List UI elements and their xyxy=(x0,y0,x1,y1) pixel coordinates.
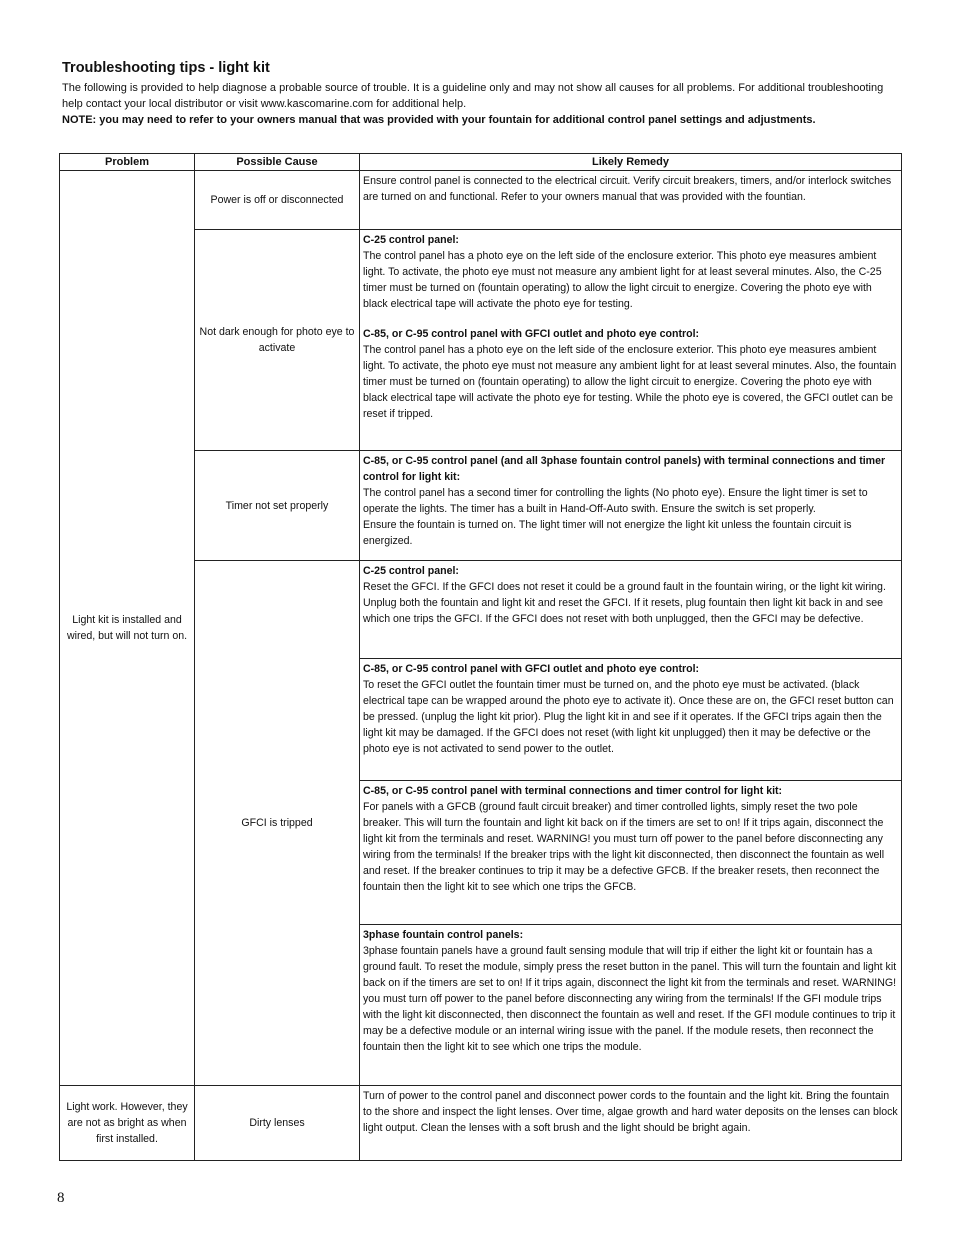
remedy-block xyxy=(360,1086,901,1160)
troubleshooting-table xyxy=(59,153,902,1161)
problem-cell: Light kit is installed and wired, but will not turn on. xyxy=(60,171,195,1086)
remedy-block xyxy=(360,780,901,924)
remedy-text: Reset the GFCI. If the GFCI does not reset it could be a ground fault in the fountain wiring, or the light kit wiring. Unplug both the fountain and light kit and reset the GFCI. If it resets, plug fountain then light kit back in and see which one trips the GFCI. If the GFCI does not reset with both unplugged, then the GFCI may be defective. xyxy=(363,581,886,625)
remedy-block xyxy=(360,230,901,450)
remedy-block xyxy=(360,924,901,1085)
problem-cell: Light work. However, they are not as bright as when first installed. xyxy=(60,1086,195,1161)
header-cause: Possible Cause xyxy=(195,154,360,171)
remedy-heading: C-25 control panel: xyxy=(363,234,459,246)
remedy-heading: C-85, or C-95 control panel with terminal connections and timer control for light kit: xyxy=(363,785,783,797)
page-title: Troubleshooting tips - light kit xyxy=(62,60,270,76)
remedy-heading: C-85, or C-95 control panel with GFCI outlet and photo eye control: xyxy=(363,328,700,340)
table-row xyxy=(60,1086,902,1161)
remedy-text: The control panel has a photo eye on the left side of the enclosure exterior. This photo eye measures ambient light. To activate, the photo eye must not measure any ambient light for at least several minutes. Also, the fountain timer must be turned on (fountain operating) to allow the light circuit to energize. Covering the photo eye with black electrical tape will activate the photo eye for testing. While the photo eye is covered, the GFCI outlet can be reset if tripped. xyxy=(363,344,897,420)
remedy-text: 3phase fountain panels have a ground fault sensing module that will trip if either the light kit or fountain has a ground fault. To reset the module, simply press the reset button in the panel. This will turn the fountain and light kit back on if the timers are set to on! If it trips again, disconnect the light kit from the terminals and reset. WARNING! you must turn off power to the panel before disconnecting any wiring from the terminals! If the GFI module trips with the light kit disconnected, then disconnect the fountain as well and reset. If the GFI module continues to trip it may be a defective module or an internal wiring issue with the panel. If the module resets, then reconnect the fountain then the light kit to see which one trips the module. xyxy=(363,945,897,1053)
cause-cell: Not dark enough for photo eye to activate xyxy=(195,230,360,451)
cause-cell: GFCI is tripped xyxy=(195,561,360,1086)
table-header-row xyxy=(60,154,902,171)
intro-text xyxy=(62,80,902,128)
remedy-text: The control panel has a photo eye on the left side of the enclosure exterior. This photo eye measures ambient light. To activate, the photo eye must not measure any ambient light for at least several minutes. Also, the C-25 timer must be turned on (fountain operating) to allow the light circuit to energize. Covering the photo eye with black electrical tape will activate the photo eye for testing. xyxy=(363,250,882,310)
spacer xyxy=(363,312,898,326)
remedy-cell xyxy=(360,1086,902,1161)
remedy-text: Ensure the fountain is turned on. The light timer will not energize the light kit unless the fountain circuit is energized. xyxy=(363,519,852,547)
remedy-heading: C-85, or C-95 control panel (and all 3phase fountain control panels) with terminal connections and timer control for light kit: xyxy=(363,455,886,483)
intro-paragraph: The following is provided to help diagnose a probable source of trouble. It is a guideline only and may not show all causes for all problems. For additional troubleshooting help contact your local distributor or visit www.kascomarine.com for additional help. xyxy=(62,82,884,110)
remedy-cell xyxy=(360,561,902,1086)
header-remedy: Likely Remedy xyxy=(360,154,902,171)
page-number: 8 xyxy=(57,1190,65,1206)
remedy-heading: C-25 control panel: xyxy=(363,565,459,577)
header-problem: Problem xyxy=(60,154,195,171)
remedy-block xyxy=(360,171,901,229)
remedy-cell xyxy=(360,451,902,561)
cause-cell: Dirty lenses xyxy=(195,1086,360,1161)
cause-cell: Power is off or disconnected xyxy=(195,171,360,230)
remedy-block xyxy=(360,658,901,780)
remedy-text: Ensure control panel is connected to the electrical circuit. Verify circuit breakers, timers, and/or interlock switches are turned on and functional. Refer to your owners manual that was provided with the fountian. xyxy=(363,175,892,203)
intro-note: NOTE: you may need to refer to your owners manual that was provided with your fountain for additional control panel settings and adjustments. xyxy=(62,114,816,126)
table-row xyxy=(60,171,902,230)
remedy-text: For panels with a GFCB (ground fault circuit breaker) and timer controlled lights, simply reset the two pole breaker. This will turn the fountain and light kit back on if the timers are set to on! If it trips again, disconnect the light kit from the terminals and reset. WARNING! you must turn off power to the panel before disconnecting any wiring from the terminals! If the breaker trips with the light kit disconnected, then disconnect the fountain as well and reset. If the breaker continues to trip it may be a defective GFCB. If the breaker resets, then reconnect the fountain then the light kit to see which one trips the GFCB. xyxy=(363,801,885,893)
remedy-text: To reset the GFCI outlet the fountain timer must be turned on, and the photo eye must be activated. (black electrical tape can be wrapped around the photo eye to activate it). Once these are on, the GFCI reset button can be pressed. (unplug the light kit prior). Plug the light kit in and see if it operates. If the GFCI trips again then the light kit may be damaged. If the GFCI does not reset (with light kit unplugged) then it may be defective or the photo eye is not activated to send power to the outlet. xyxy=(363,679,894,755)
remedy-text: The control panel has a second timer for controlling the lights (No photo eye). Ensure the light timer is set to operate the lights. The timer has a built in Hand-Off-Auto swith. Ensure the switch is set properly. xyxy=(363,487,868,515)
remedy-heading: 3phase fountain control panels: xyxy=(363,929,524,941)
remedy-cell xyxy=(360,230,902,451)
remedy-block xyxy=(360,451,901,560)
remedy-heading: C-85, or C-95 control panel with GFCI outlet and photo eye control: xyxy=(363,663,700,675)
remedy-text: Turn of power to the control panel and disconnect power cords to the fountain and the light kit. Bring the fountain to the shore and inspect the light lenses. Over time, algae growth and hard water deposits on the lenses can block light output. Clean the lenses with a soft brush and the light should be bright again. xyxy=(363,1090,898,1134)
remedy-block xyxy=(360,561,901,658)
remedy-cell xyxy=(360,171,902,230)
cause-cell: Timer not set properly xyxy=(195,451,360,561)
